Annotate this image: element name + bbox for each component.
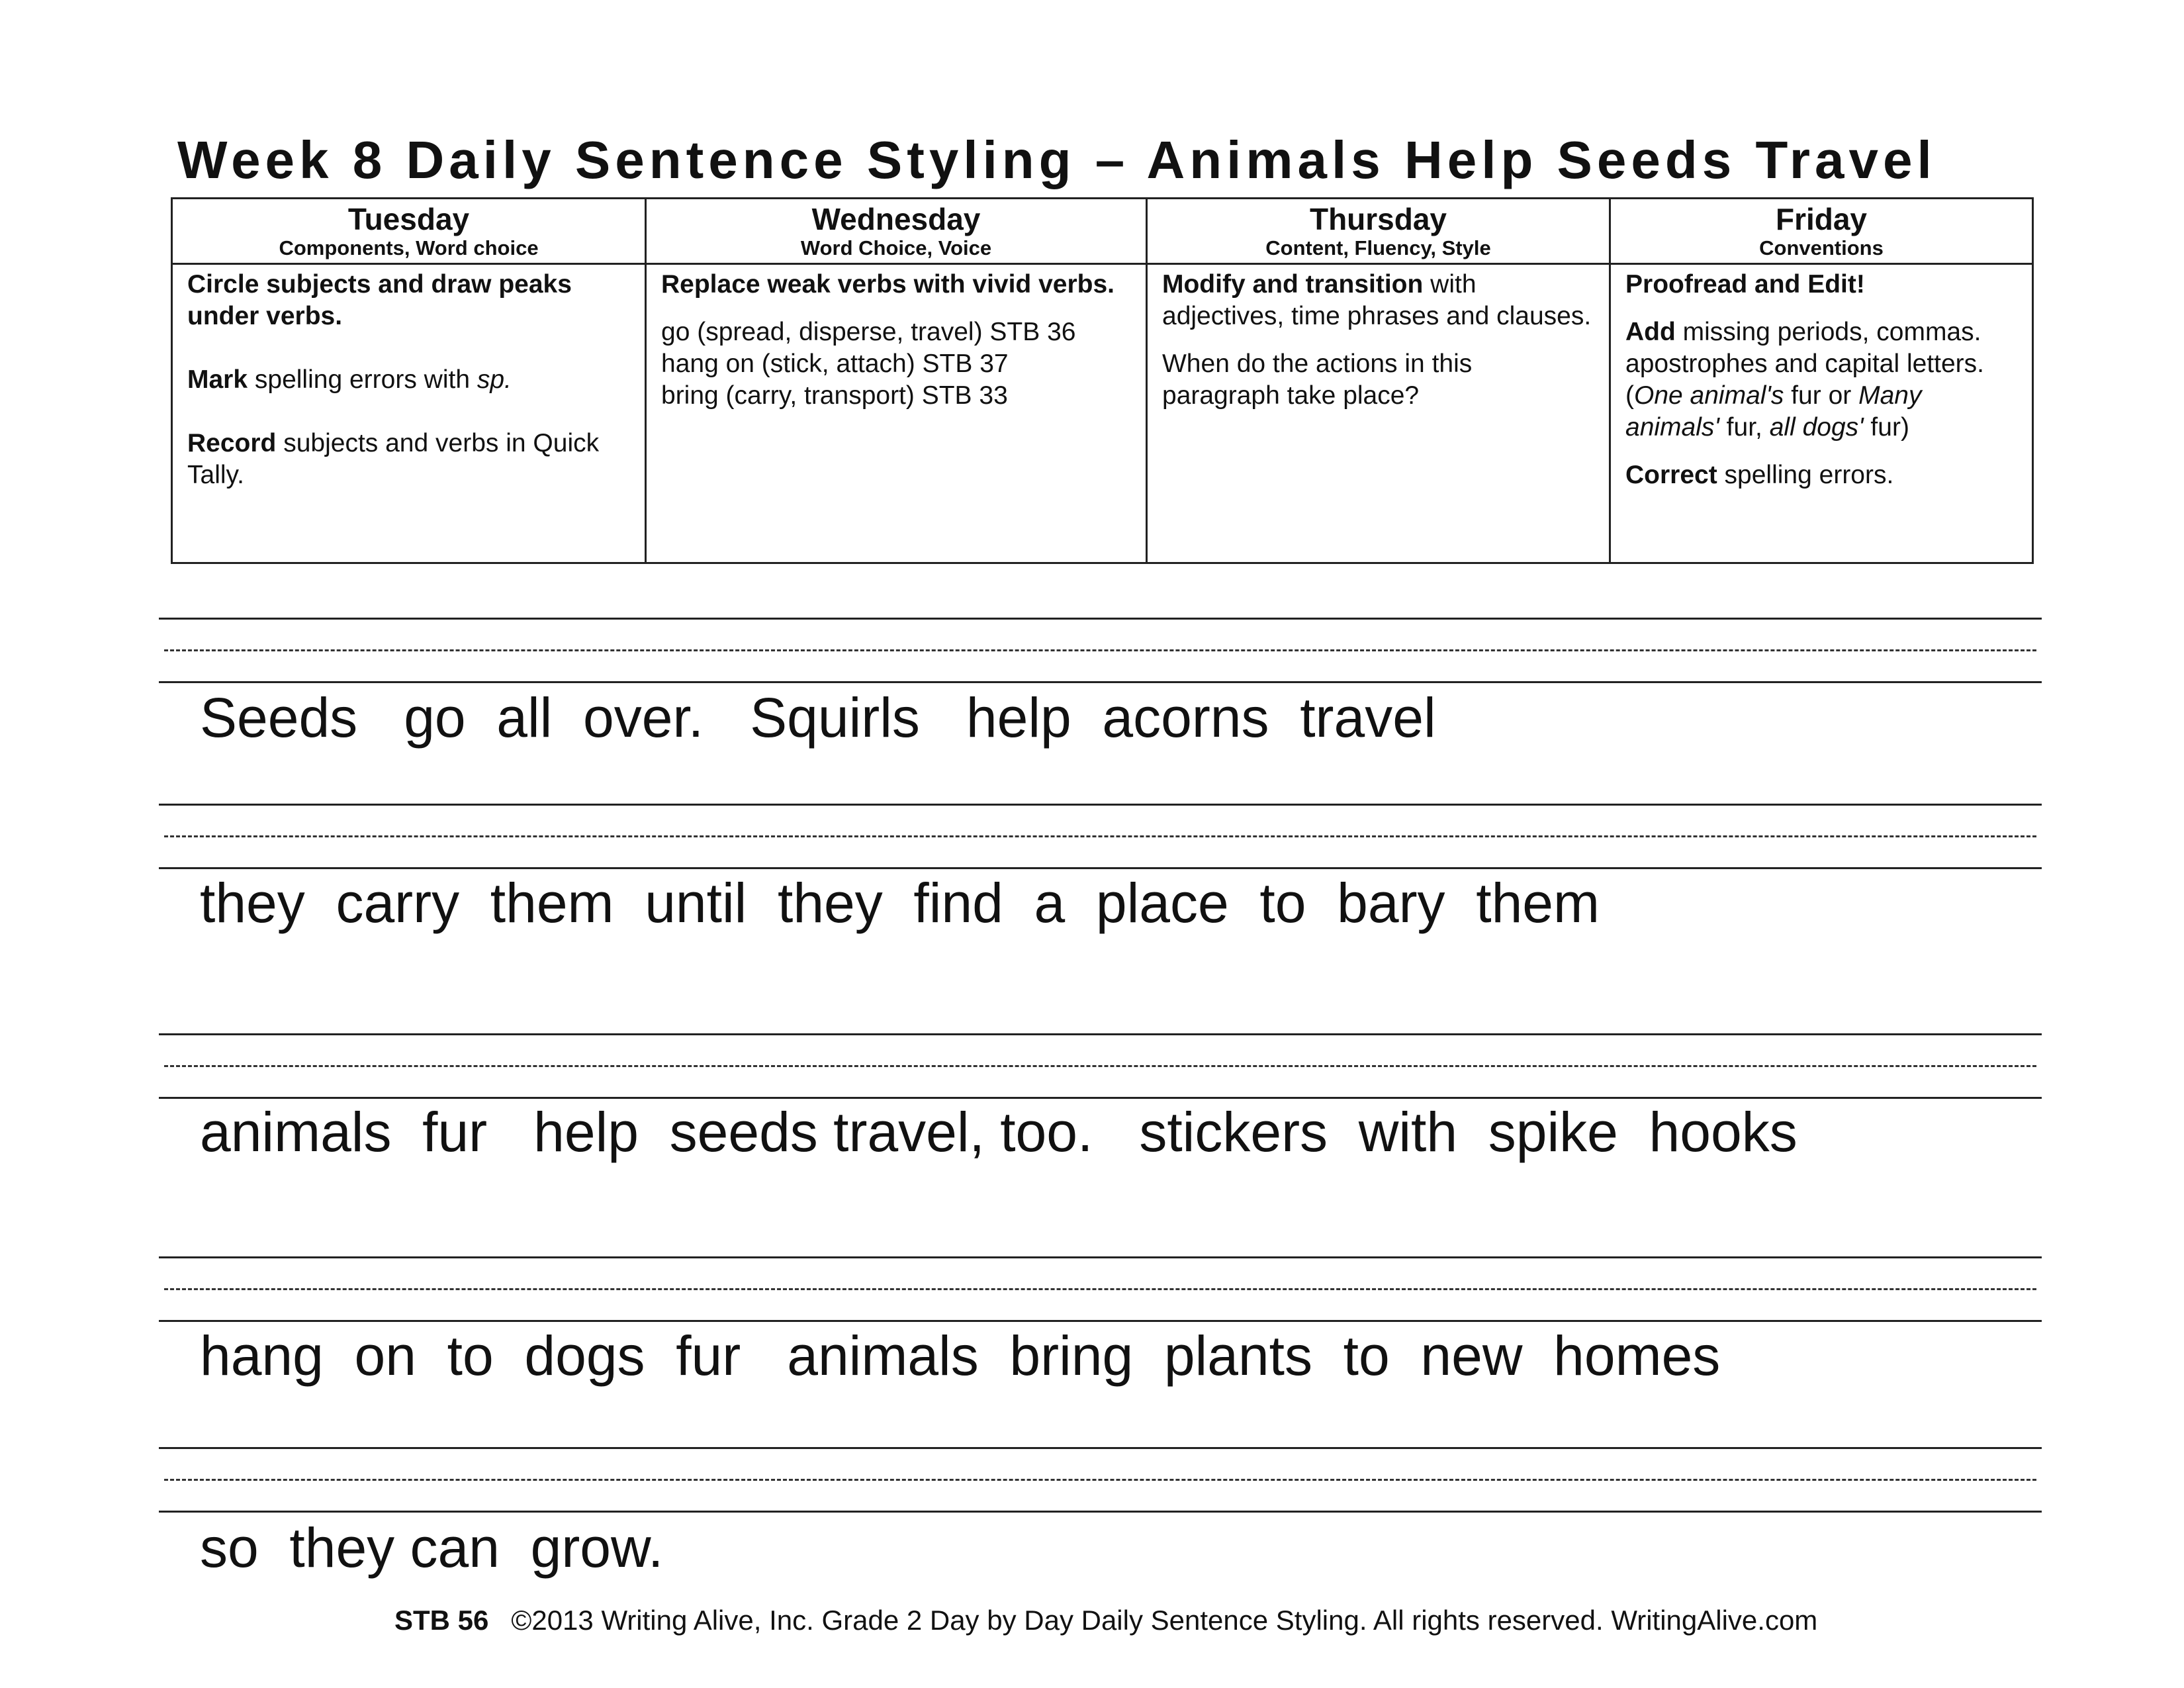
proofread-heading: Proofread and Edit! xyxy=(1625,270,1865,299)
add-instruction: Add missing periods, commas. apostrophes and capital letters. (One animal's fur or Many animals' fur, all dogs' fur) xyxy=(1625,318,1985,442)
day-header-row xyxy=(172,199,2033,264)
friday-instructions xyxy=(1610,264,2033,563)
page-title: Week 8 Daily Sentence Styling – Animals Help Seeds Travel xyxy=(177,130,1936,189)
instructions-row xyxy=(172,264,2033,563)
tuesday-instructions xyxy=(172,264,646,563)
time-question: When do the actions in this paragraph take place? xyxy=(1162,350,1473,410)
daily-plan-table xyxy=(171,197,2034,564)
thursday-instructions xyxy=(1147,264,1610,563)
modify-instruction: Modify and transition with adjectives, time phrases and clauses. xyxy=(1162,270,1592,330)
correct-instruction: Correct spelling errors. xyxy=(1625,461,1894,489)
header-wednesday xyxy=(646,199,1147,264)
paragraph-line: animals fur help seeds travel, too. stickers with spike hooks xyxy=(200,1101,1797,1163)
day-focus: Content, Fluency, Style xyxy=(1265,236,1491,259)
day-name: Thursday xyxy=(1309,202,1447,236)
record-instruction: Record subjects and verbs in Quick Tally. xyxy=(187,429,600,489)
paragraph-line: they carry them until they find a place to bary them xyxy=(200,872,1600,934)
day-focus: Components, Word choice xyxy=(279,236,539,259)
header-thursday xyxy=(1147,199,1610,264)
day-name: Friday xyxy=(1775,202,1868,236)
verb-option: go (spread, disperse, travel) STB 36 xyxy=(661,318,1076,346)
header-friday xyxy=(1610,199,2033,264)
header-tuesday xyxy=(172,199,646,264)
paragraph-line: hang on to dogs fur animals bring plants to new homes xyxy=(200,1325,1721,1387)
verb-option: bring (carry, transport) STB 33 xyxy=(661,381,1008,410)
wednesday-instructions xyxy=(646,264,1147,563)
verb-option: hang on (stick, attach) STB 37 xyxy=(661,350,1009,378)
replace-instruction: Replace weak verbs with vivid verbs. xyxy=(661,270,1115,299)
day-focus: Word Choice, Voice xyxy=(800,236,992,259)
mark-instruction: Mark spelling errors with sp. xyxy=(187,365,512,394)
paragraph-line: so they can grow. xyxy=(200,1517,664,1579)
circle-instruction: Circle subjects and draw peaks under verbs. xyxy=(187,270,572,330)
copyright-text: ©2013 Writing Alive, Inc. Grade 2 Day by Day Daily Sentence Styling. All rights reserved. WritingAlive.com xyxy=(511,1605,1818,1636)
day-focus: Conventions xyxy=(1759,236,1884,259)
paragraph-line: Seeds go all over. Squirls help acorns travel xyxy=(200,686,1436,749)
page-code: STB 56 xyxy=(394,1605,489,1636)
footer xyxy=(394,1605,1817,1636)
day-name: Wednesday xyxy=(811,202,981,236)
day-name: Tuesday xyxy=(347,202,470,236)
